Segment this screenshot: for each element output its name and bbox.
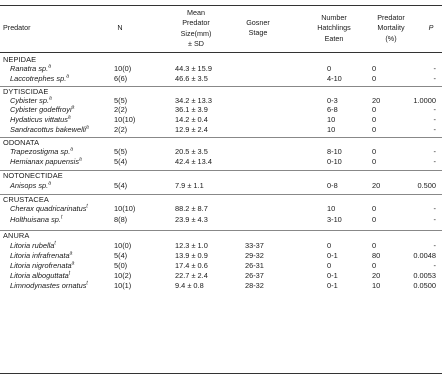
mortality-cell: 20 [372,271,381,280]
p-value-cell: 1.0000 [413,96,436,105]
size-cell: 7.9 ± 1.1 [175,181,204,190]
p-value-cell: - [433,74,436,83]
hatchlings-cell: 0-3 [327,96,338,105]
species-name: Litoria nigrofrenata [10,261,72,270]
species-name: Cybister godeffroyi [10,105,72,114]
species-name: Hydaticus vittatus [10,115,68,124]
hatchlings-cell: 0-1 [327,281,338,290]
hatchlings-cell: 3-10 [327,215,342,224]
p-value-cell: - [433,64,436,73]
mortality-cell: 0 [372,204,377,213]
p-value-cell: - [433,105,436,114]
species-name: Laccotrephes sp. [10,74,67,83]
source-superscript: a [48,180,51,187]
table-row [0,215,442,225]
stage-cell: 28-32 [245,281,264,290]
n-cell: 10(0) [114,64,132,73]
hatchlings-cell: 0 [327,261,332,270]
hatchlings-cell: 10 [327,204,336,213]
source-superscript: a [79,156,82,163]
source-superscript: a [69,250,73,257]
mortality-cell: 0 [372,147,377,156]
mortality-cell: 20 [372,181,381,190]
source-superscript: t [60,214,63,221]
table-row [0,181,442,191]
table-row [0,251,442,261]
group-heading: NEPIDAE [3,55,37,64]
source-superscript: a [86,124,89,131]
size-cell: 12.3 ± 1.0 [175,241,208,250]
predator-name-cell [10,271,70,281]
hatchlings-cell: 0 [327,64,332,73]
n-cell: 5(5) [114,96,128,105]
mortality-cell: 0 [372,74,377,83]
mortality-cell: 0 [372,125,377,134]
hatchlings-cell: 8-10 [327,147,342,156]
hatchlings-cell: 0-10 [327,157,342,166]
group-separator-rule [0,230,442,231]
predator-name-cell [10,125,89,135]
group-separator-rule [0,194,442,195]
source-superscript: t [86,280,88,287]
predator-name-cell [10,204,88,214]
source-superscript: t [68,270,71,277]
size-cell: 9.4 ± 0.8 [175,281,204,290]
p-value-cell: 0.0048 [413,251,436,260]
source-superscript: a [67,114,71,121]
size-cell: 14.2 ± 0.4 [175,115,208,124]
p-value-cell: - [433,241,436,250]
group-heading: ANURA [3,231,30,240]
p-value-cell: - [433,204,436,213]
table-row [0,115,442,125]
species-name: Ranatra sp. [10,64,49,73]
table-row [0,105,442,115]
group-separator-rule [0,86,442,87]
n-cell: 2(2) [114,125,128,134]
stage-cell: 33-37 [245,241,264,250]
group-heading: NOTONECTIDAE [3,171,63,180]
predator-name-cell [10,251,72,261]
size-cell: 20.5 ± 3.5 [175,147,208,156]
n-cell: 2(2) [114,105,128,114]
top-rule [0,5,442,6]
size-cell: 88.2 ± 8.7 [175,204,208,213]
size-cell: 42.4 ± 13.4 [175,157,212,166]
source-superscript: a [71,104,75,111]
group-heading: ODONATA [3,138,40,147]
size-cell: 36.1 ± 3.9 [175,105,208,114]
n-cell: 10(1) [114,281,132,290]
p-value-cell: - [433,157,436,166]
species-name: Litoria alboguttata [10,271,69,280]
n-cell: 10(2) [114,271,132,280]
n-cell: 10(10) [114,115,136,124]
n-cell: 6(6) [114,74,128,83]
size-cell: 46.6 ± 3.5 [175,74,208,83]
size-cell: 23.9 ± 4.3 [175,215,208,224]
species-name: Cybister sp. [10,96,50,105]
p-value-cell: - [433,147,436,156]
header-size: Mean Predator Size(mm) ± SD [180,8,212,49]
source-superscript: a [49,95,52,102]
predator-name-cell [10,157,82,167]
species-name: Sandracottus bakewelli [10,125,87,134]
predator-name-cell [10,261,74,271]
mortality-cell: 0 [372,215,377,224]
group-heading: CRUSTACEA [3,195,49,204]
header-mortality: Predator Mortality (%) [377,13,405,43]
mortality-cell: 0 [372,115,377,124]
table-row [0,261,442,271]
size-cell: 17.4 ± 0.6 [175,261,208,270]
table-row [0,147,442,157]
bottom-rule [0,373,442,374]
hatchlings-cell: 0-8 [327,181,338,190]
species-name: Hemianax papuensis [10,157,80,166]
predator-name-cell [10,281,88,291]
stage-cell: 26-31 [245,261,264,270]
mortality-cell: 0 [372,105,377,114]
mortality-cell: 0 [372,261,377,270]
predator-name-cell [10,64,51,74]
n-cell: 5(5) [114,147,128,156]
size-cell: 22.7 ± 2.4 [175,271,208,280]
predator-name-cell [10,105,74,115]
table-row [0,281,442,291]
species-name: Holthuisana sp. [10,215,61,224]
size-cell: 44.3 ± 15.9 [175,64,212,73]
header-p: P [428,23,434,32]
n-cell: 5(4) [114,181,128,190]
species-name: Litoria rubella [10,241,55,250]
group-separator-rule [0,137,442,138]
source-superscript: t [86,203,88,210]
p-value-cell: 0.500 [417,181,436,190]
size-cell: 12.9 ± 2.4 [175,125,208,134]
predator-name-cell [10,181,51,191]
species-name: Limnodynastes ornatus [10,281,87,290]
predator-name-cell [10,241,56,251]
p-value-cell: 0.0053 [413,271,436,280]
mortality-cell: 0 [372,157,377,166]
source-superscript: a [48,63,51,70]
hatchlings-cell: 0-1 [327,271,338,280]
table-row [0,271,442,281]
predator-name-cell [10,74,69,84]
n-cell: 8(8) [114,215,128,224]
n-cell: 10(0) [114,241,132,250]
p-value-cell: - [433,215,436,224]
hatchlings-cell: 10 [327,125,336,134]
stage-cell: 26-37 [245,271,264,280]
species-name: Anisops sp. [10,181,49,190]
source-superscript: a [70,146,74,153]
table-row [0,125,442,135]
n-cell: 5(4) [114,251,128,260]
table-row [0,64,442,74]
header-rule [0,52,442,53]
source-superscript: a [71,260,75,267]
hatchlings-cell: 0-1 [327,251,338,260]
species-name: Litoria infrafrenata [10,251,70,260]
mortality-cell: 0 [372,64,377,73]
mortality-cell: 10 [372,281,381,290]
species-name: Trapezostigma sp. [10,147,71,156]
p-value-cell: - [433,125,436,134]
n-cell: 10(10) [114,204,136,213]
source-superscript: a [66,73,70,80]
group-heading: DYTISCIDAE [3,87,49,96]
p-value-cell: - [433,261,436,270]
predator-name-cell [10,215,62,225]
header-stage: Gosner Stage [246,18,270,38]
stage-cell: 29-32 [245,251,264,260]
hatchlings-cell: 10 [327,115,336,124]
mortality-cell: 20 [372,96,381,105]
header-hatchlings: Number Hatchlings Eaten [317,13,351,43]
table-row [0,157,442,167]
table-row [0,241,442,251]
size-cell: 13.9 ± 0.9 [175,251,208,260]
table-row [0,204,442,214]
n-cell: 5(0) [114,261,128,270]
header-n: N [117,23,123,32]
hatchlings-cell: 6-8 [327,105,338,114]
table-row [0,74,442,84]
header-predator: Predator [3,23,31,32]
mortality-cell: 80 [372,251,381,260]
predator-name-cell [10,115,71,125]
n-cell: 5(4) [114,157,128,166]
p-value-cell: - [433,115,436,124]
p-value-cell: 0.0500 [413,281,436,290]
size-cell: 34.2 ± 13.3 [175,96,212,105]
mortality-cell: 0 [372,241,377,250]
group-separator-rule [0,170,442,171]
source-superscript: t [54,240,56,247]
predator-name-cell [10,147,73,157]
hatchlings-cell: 4-10 [327,74,342,83]
hatchlings-cell: 0 [327,241,332,250]
species-name: Cherax quadricarinatus [10,204,87,213]
